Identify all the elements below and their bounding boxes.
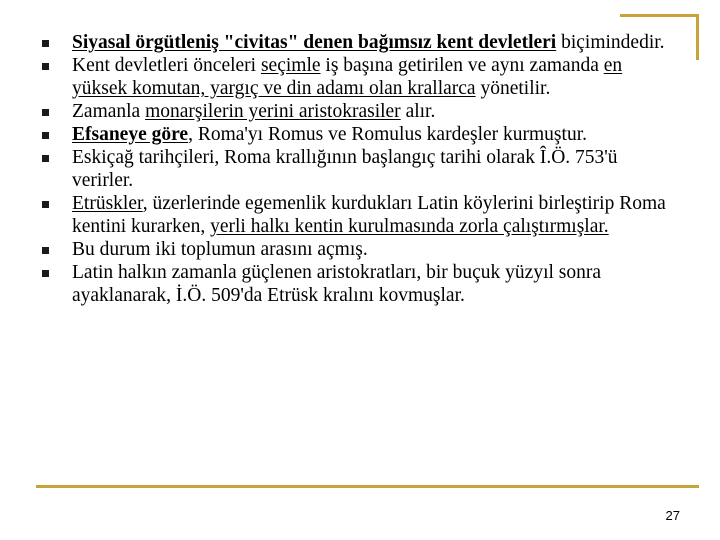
bullet-text-part: Siyasal örgütleniş "civitas" denen bağımsız kent devletleri — [72, 32, 557, 53]
square-bullet-icon — [42, 109, 49, 116]
page-number: 27 — [665, 508, 680, 523]
bullet-item — [40, 192, 680, 238]
bullet-item — [40, 238, 680, 261]
bullet-text-part: Efsaneye göre — [72, 124, 189, 145]
frame-bottom-line — [36, 485, 699, 488]
bullet-list — [40, 31, 680, 307]
bullet-text-part: alır. — [400, 101, 436, 122]
bullet-text-part: Latin halkın zamanla güçlenen aristokratları, bir buçuk yüzyıl sonra ayaklanarak, İ.Ö. 509'da Etrüsk kralını kovmuşlar. — [72, 262, 602, 306]
bullet-item — [40, 261, 680, 307]
bullet-item — [40, 100, 680, 123]
bullet-text-part: Kent devletleri önceleri — [72, 55, 261, 76]
bullet-text-part: yönetilir. — [475, 78, 551, 99]
bullet-text-part: Zamanla — [72, 101, 146, 122]
bullet-text-part: Eskiçağ tarihçileri, Roma krallığının başlangıç tarihi olarak Î.Ö. 753'ü verirler. — [72, 147, 618, 191]
square-bullet-icon — [42, 40, 49, 47]
bullet-text-part: , üzerlerinde egemenlik kurdukları Latin köylerini birleştirip Roma kentini kurarken, — [72, 193, 666, 237]
bullet-text-part: seçimle — [260, 55, 321, 76]
bullet-text-part: monarşilerin yerini aristokrasiler — [145, 101, 401, 122]
bullet-item — [40, 54, 680, 100]
square-bullet-icon — [42, 247, 49, 254]
square-bullet-icon — [42, 132, 49, 139]
square-bullet-icon — [42, 201, 49, 208]
bullet-text-part: Etrüskler — [72, 193, 143, 214]
bullet-text-part: , Roma'yı Romus ve Romulus kardeşler kurmuştur. — [188, 124, 587, 145]
bullet-item — [40, 146, 680, 192]
bullet-text-part: biçimindedir. — [556, 32, 665, 53]
bullet-text-part: iş başına getirilen ve aynı zamanda — [320, 55, 604, 76]
frame-right-line — [696, 14, 699, 60]
bullet-text-part: Bu durum iki toplumun arasını açmış. — [72, 239, 368, 260]
bullet-item — [40, 31, 680, 54]
frame-top-line — [620, 14, 699, 17]
bullet-text-part: en yüksek komutan, yargıç ve din adamı olan krallarca — [72, 55, 623, 99]
square-bullet-icon — [42, 155, 49, 162]
bullet-text-part: yerli halkı kentin kurulmasında zorla çalıştırmışlar. — [210, 216, 609, 237]
square-bullet-icon — [42, 63, 49, 70]
square-bullet-icon — [42, 270, 49, 277]
bullet-item — [40, 123, 680, 146]
